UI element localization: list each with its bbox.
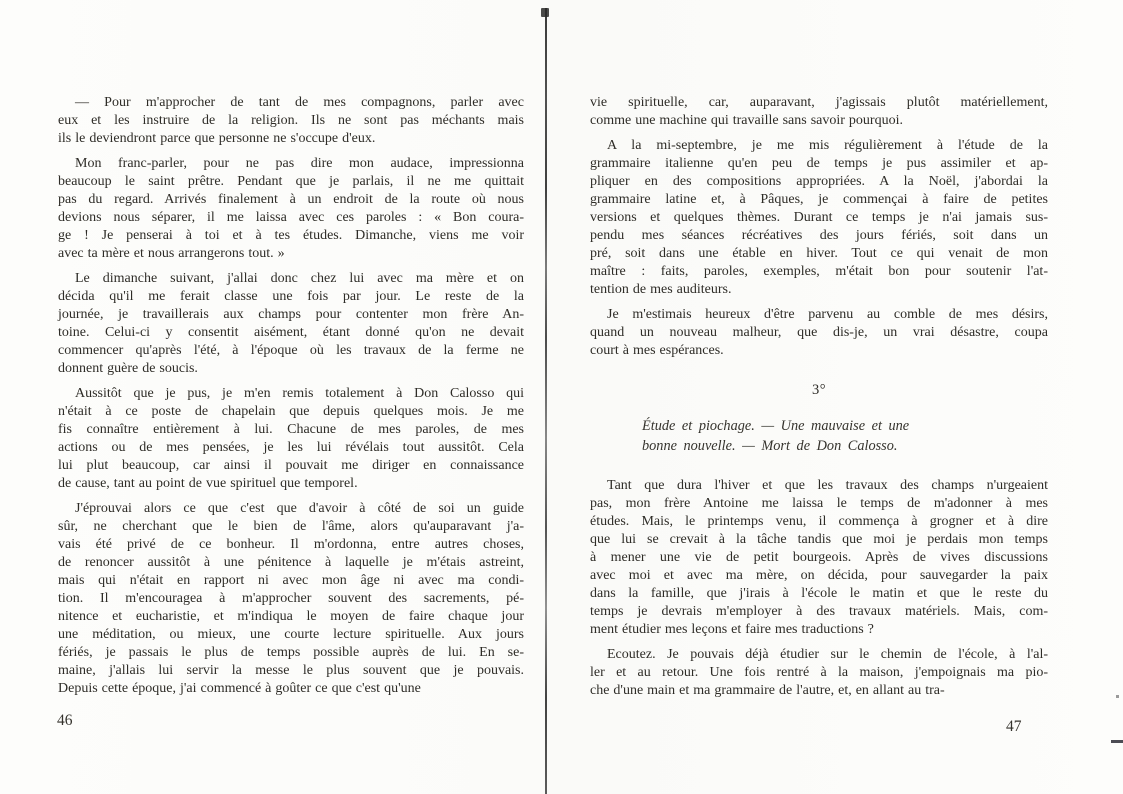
text-line: fis connaître entièrement à lui. Chacune de mes paroles, de mes: [58, 422, 524, 437]
text-line: pliquer en des compositions appropriées. A la Noël, j'abordai la: [590, 174, 1048, 189]
text-line: toine. Celui-ci y consentit aisément, étant donné qu'on ne devait: [58, 325, 524, 340]
text-line: devions nous séparer, il me laissa avec ces paroles : « Bon coura-: [58, 210, 524, 225]
text-line: une méditation, ou mieux, une courte lecture spirituelle. Aux jours: [58, 627, 524, 642]
section-heading: 3°: [811, 382, 827, 398]
text-line: versions et quelques thèmes. Durant ce temps je n'ai jamais sus-: [590, 210, 1048, 225]
text-line: ment étudier mes leçons et faire mes traductions ?: [590, 622, 874, 637]
text-line: pas du regard. Arrivés finalement à un endroit de la route où nous: [58, 192, 524, 207]
text-line: avec moi et avec ma mère, on décida, pour sauvegarder la paix: [590, 568, 1048, 583]
text-line: pré, soit dans une étable en hiver. Tout ce qui venait de mon: [590, 246, 1048, 261]
text-line: comme une machine qui travaille sans savoir pourquoi.: [590, 113, 903, 128]
text-line: grammaire italienne qu'en peu de temps je pus assimiler et ap-: [590, 156, 1048, 171]
text-line: n'était à ce poste de chapelain que depuis quelques mois. Je me: [58, 404, 524, 419]
paragraph: [58, 500, 524, 698]
text-line: de cause, tant au point de vue spirituel que temporel.: [58, 476, 358, 491]
text-line: A la mi-septembre, je me mis régulièrement à l'étude de la: [607, 138, 1048, 153]
text-line: pas, mon frère Antoine me laissa le temps de m'adonner à mes: [590, 496, 1048, 511]
text-line: Aussitôt que je pus, je m'en remis totalement à Don Calosso qui: [75, 386, 524, 401]
text-line: — Pour m'approcher de tant de mes compagnons, parler avec: [75, 95, 524, 110]
paragraph: [58, 270, 524, 378]
text-line: court à mes espérances.: [590, 343, 724, 358]
text-line: à mener une vie de petit bourgeois. Après de vives discussions: [590, 550, 1048, 565]
text-line: journée, je travaillerais aux champs pour contenter mon frère An-: [58, 307, 524, 322]
text-line: donnent guère de soucis.: [58, 361, 198, 376]
paragraph: [590, 94, 1048, 130]
text-line: de renoncer aussitôt à une pénitence à laquelle je m'étais astreint,: [58, 555, 524, 570]
text-line: ge ! Je penserai à toi et à tes études. Dimanche, viens me voir: [58, 228, 524, 243]
gutter-top-ink-blob: [541, 8, 549, 17]
book-gutter-shadow: [545, 8, 547, 794]
text-line: études. Mais, le printemps venu, il commença à grogner et à dire: [590, 514, 1048, 529]
section-subtitle-line: bonne nouvelle. — Mort de Don Calosso.: [642, 438, 898, 454]
scan-artifact-dash: [1111, 740, 1123, 743]
text-line: Depuis cette époque, j'ai commencé à goûter ce que c'est qu'une: [58, 681, 421, 696]
section-subtitle-line: Étude et piochage. — Une mauvaise et une: [642, 418, 910, 434]
text-line: beaucoup le saint prêtre. Pendant que je parlais, il ne me quittait: [58, 174, 524, 189]
right-page-upper-paragraphs: [590, 94, 1048, 360]
paragraph: [590, 306, 1048, 360]
paragraph: [590, 137, 1048, 299]
scan-artifact-dot: [1116, 695, 1119, 698]
text-line: ler et au retour. Une fois rentré à la maison, j'empoignais ma pio-: [590, 665, 1048, 680]
text-line: ils le deviendront parce que personne ne s'occupe d'eux.: [58, 131, 376, 146]
text-line: che d'une main et ma grammaire de l'autre, et, en allant au tra-: [590, 683, 945, 698]
left-page-text-column: [58, 94, 524, 705]
text-line: avec ta mère et nous arrangerons tout. »: [58, 246, 285, 261]
text-line: maître : faits, paroles, exemples, m'était bon pour soutenir l'at-: [590, 264, 1048, 279]
text-line: dans la famille, que j'irais à l'école le matin et que le reste du: [590, 586, 1048, 601]
right-page-lower-paragraphs: [590, 477, 1048, 700]
text-line: pendu mes séances récréatives des jours fériés, soit dans un: [590, 228, 1048, 243]
text-line: vie spirituelle, car, auparavant, j'agissais plutôt matériellement,: [590, 95, 1048, 110]
text-line: actions ou de mes pensées, je les lui révélais tout aussitôt. Cela: [58, 440, 524, 455]
text-line: Je m'estimais heureux d'être parvenu au comble de mes désirs,: [607, 307, 1048, 322]
section-subtitle: [642, 416, 1048, 456]
text-line: commencer qu'après l'été, à l'époque où les travaux de la ferme ne: [58, 343, 524, 358]
text-line: Le dimanche suivant, j'allai donc chez lui avec ma mère et on: [75, 271, 524, 286]
text-line: lui plut beaucoup, car ainsi il pouvait me diriger en connaissance: [58, 458, 524, 473]
text-line: nitence et eucharistie, et m'indiqua le moyen de faire chaque jour: [58, 609, 524, 624]
text-line: eux et les instruire de la religion. Ils ne sont pas méchants mais: [58, 113, 524, 128]
text-line: mais qui n'était en rapport ni avec mon âge ni avec ma condi-: [58, 573, 524, 588]
text-line: maine, j'allais lui servir la messe le plus souvent que je pouvais.: [58, 663, 524, 678]
text-line: sûr, ne cherchant que le bien de l'âme, alors qu'auparavant j'a-: [58, 519, 524, 534]
paragraph: [58, 94, 524, 148]
text-line: temps je devrais m'employer à des travaux matériels. Mais, com-: [590, 604, 1048, 619]
text-line: que lui se crevait à la tâche tandis que moi je perdais mon temps: [590, 532, 1048, 547]
text-line: Tant que dura l'hiver et que les travaux des champs n'urgeaient: [607, 478, 1048, 493]
page-number-left: 46: [57, 712, 73, 729]
right-page-text-column: [590, 94, 1048, 707]
paragraph: [58, 155, 524, 263]
text-line: quand un nouveau malheur, que dis-je, un vrai désastre, coupa: [590, 325, 1048, 340]
text-line: fériés, je passais le plus de temps possible auprès de lui. En se-: [58, 645, 524, 660]
text-line: décida qu'il me ferait classe une fois par jour. Le reste de la: [58, 289, 524, 304]
text-line: Mon franc-parler, pour ne pas dire mon audace, impressionna: [75, 156, 524, 171]
text-line: Ecoutez. Je pouvais déjà étudier sur le chemin de l'école, à l'al-: [607, 647, 1048, 662]
text-line: tention de mes auditeurs.: [590, 282, 732, 297]
paragraph: [58, 385, 524, 493]
text-line: J'éprouvai alors ce que c'est que d'avoir à côté de soi un guide: [75, 501, 524, 516]
paragraph: [590, 477, 1048, 639]
text-line: vais été privé de ce bonheur. Il m'ordonna, entre autres choses,: [58, 537, 524, 552]
page-number-right: 47: [1006, 718, 1022, 735]
paragraph: [590, 646, 1048, 700]
text-line: grammaire latine et, à Pâques, je commençai à faire de petites: [590, 192, 1048, 207]
text-line: tion. Il m'encouragea à m'approcher souvent des sacrements, pé-: [58, 591, 524, 606]
